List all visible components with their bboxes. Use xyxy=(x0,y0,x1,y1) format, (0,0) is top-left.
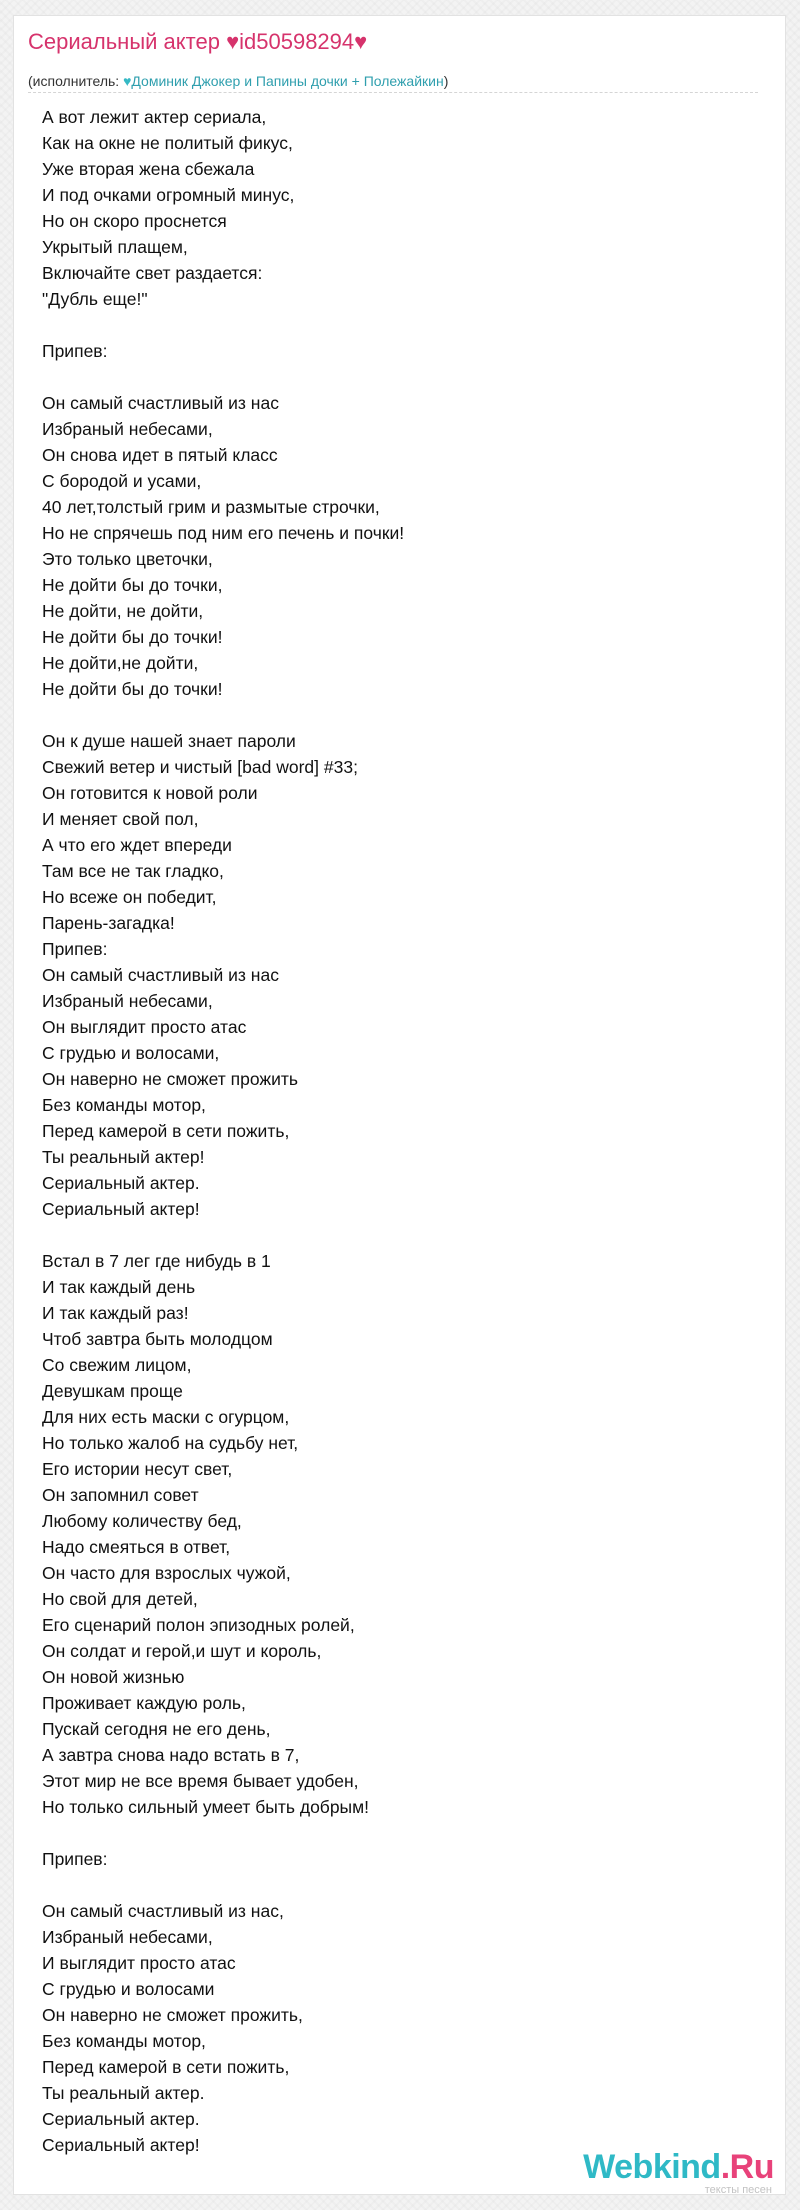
performer-line xyxy=(28,72,448,90)
lyric-line: Но он скоро проснется xyxy=(42,211,227,231)
lyric-line xyxy=(42,702,742,728)
lyric-line xyxy=(42,364,742,390)
divider xyxy=(28,92,758,93)
webkind-logo[interactable] xyxy=(583,2150,774,2196)
lyric-line: Перед камерой в сети пожить, xyxy=(42,2057,290,2077)
lyric-line: Уже вторая жена сбежала xyxy=(42,159,255,179)
lyric-line: Ты реальный актер! xyxy=(42,1147,205,1167)
lyric-line: Любому количеству бед, xyxy=(42,1511,242,1531)
logo-tagline: тексты песен xyxy=(704,2184,772,2196)
lyric-line: Без команды мотор, xyxy=(42,2031,206,2051)
lyric-line: Сериальный актер! xyxy=(42,1199,200,1219)
lyric-line: Включайте свет раздается: xyxy=(42,263,263,283)
lyric-line: Припев: xyxy=(42,1849,108,1869)
logo-web: Web xyxy=(583,2148,653,2186)
lyric-line: Для них есть маски с огурцом, xyxy=(42,1407,290,1427)
lyric-line: И меняет свой пол, xyxy=(42,809,199,829)
artist-link[interactable]: Доминик Джокер и Папины дочки + Полежайкин xyxy=(131,73,444,89)
lyric-line: Как на окне не политый фикус, xyxy=(42,133,293,153)
lyric-line: Но не спрячешь под ним его печень и почки! xyxy=(42,523,405,543)
logo-wordmark xyxy=(583,2150,774,2184)
lyric-line: Он самый счастливый из нас, xyxy=(42,1901,284,1921)
lyric-line: Сериальный актер. xyxy=(42,2109,200,2129)
heart-icon: ♥ xyxy=(123,73,132,89)
lyric-line: Надо смеяться в ответ, xyxy=(42,1537,231,1557)
lyric-line: Не дойти, не дойти, xyxy=(42,601,204,621)
lyric-line: Со свежим лицом, xyxy=(42,1355,192,1375)
lyric-line: И так каждый день xyxy=(42,1277,196,1297)
lyric-line: Перед камерой в сети пожить, xyxy=(42,1121,290,1141)
lyric-line: Его сценарий полон эпизодных ролей, xyxy=(42,1615,355,1635)
lyric-line: Он самый счастливый из нас xyxy=(42,393,279,413)
lyric-line xyxy=(42,1872,742,1898)
lyric-line: Не дойти бы до точки! xyxy=(42,679,223,699)
lyric-line: А что его ждет впереди xyxy=(42,835,232,855)
lyric-line xyxy=(42,312,742,338)
lyric-line: Сериальный актер! xyxy=(42,2135,200,2155)
logo-kind: kind xyxy=(652,2148,721,2186)
lyric-line: С грудью и волосами, xyxy=(42,1043,220,1063)
lyric-line: Он солдат и герой,и шут и король, xyxy=(42,1641,322,1661)
lyric-line: А завтра снова надо встать в 7, xyxy=(42,1745,300,1765)
lyric-line: Пускай сегодня не его день, xyxy=(42,1719,271,1739)
lyric-line xyxy=(42,1222,742,1248)
lyric-line: С грудью и волосами xyxy=(42,1979,215,1999)
lyric-line: Не дойти,не дойти, xyxy=(42,653,199,673)
performer-suffix: ) xyxy=(443,73,449,89)
lyric-line: Ты реальный актер. xyxy=(42,2083,205,2103)
lyric-line: Без команды мотор, xyxy=(42,1095,206,1115)
lyric-line: Припев: xyxy=(42,341,108,361)
lyrics-text xyxy=(42,104,742,2158)
lyric-line: С бородой и усами, xyxy=(42,471,202,491)
performer-prefix: (исполнитель: xyxy=(28,73,124,89)
lyric-line: Он запомнил совет xyxy=(42,1485,199,1505)
lyric-line: Но только сильный умеет быть добрым! xyxy=(42,1797,370,1817)
lyric-line: Он часто для взрослых чужой, xyxy=(42,1563,291,1583)
lyric-line: Он к душе нашей знает пароли xyxy=(42,731,296,751)
lyric-line: Избраный небесами, xyxy=(42,419,213,439)
lyric-line: Но свой для детей, xyxy=(42,1589,198,1609)
lyric-line xyxy=(42,1820,742,1846)
lyric-line: Чтоб завтра быть молодцом xyxy=(42,1329,273,1349)
lyric-line: И выглядит просто атас xyxy=(42,1953,236,1973)
lyric-line: А вот лежит актер сериала, xyxy=(42,107,267,127)
lyric-line: Парень-загадка! xyxy=(42,913,175,933)
lyric-line: Его истории несут свет, xyxy=(42,1459,233,1479)
lyric-line: Он снова идет в пятый класс xyxy=(42,445,278,465)
page-title: Сериальный актер ♥id50598294♥ xyxy=(28,29,368,54)
lyric-line: Избраный небесами, xyxy=(42,991,213,1011)
lyric-line: И так каждый раз! xyxy=(42,1303,189,1323)
lyric-line: Не дойти бы до точки, xyxy=(42,575,223,595)
lyric-line: Припев: xyxy=(42,939,108,959)
lyric-line: Но только жалоб на судьбу нет, xyxy=(42,1433,299,1453)
logo-ru: .Ru xyxy=(720,2148,774,2186)
lyric-line: Там все не так гладко, xyxy=(42,861,224,881)
lyric-line: Сериальный актер. xyxy=(42,1173,200,1193)
lyric-line: Он самый счастливый из нас xyxy=(42,965,279,985)
lyric-line: Свежий ветер и чистый [bad word] #33; xyxy=(42,757,358,777)
lyric-line: Проживает каждую роль, xyxy=(42,1693,246,1713)
lyric-line: Избраный небесами, xyxy=(42,1927,213,1947)
lyric-line: Он выглядит просто атас xyxy=(42,1017,247,1037)
lyric-line: Не дойти бы до точки! xyxy=(42,627,223,647)
lyric-line: Укрытый плащем, xyxy=(42,237,188,257)
lyric-line: Он новой жизнью xyxy=(42,1667,185,1687)
lyric-line: 40 лет,толстый грим и размытые строчки, xyxy=(42,497,380,517)
lyric-line: И под очками огромный минус, xyxy=(42,185,295,205)
lyric-line: Встал в 7 лег где нибудь в 1 xyxy=(42,1251,271,1271)
lyric-line: Он наверно не сможет прожить, xyxy=(42,2005,303,2025)
lyric-line: Он готовится к новой роли xyxy=(42,783,258,803)
lyric-line: "Дубль еще!" xyxy=(42,289,148,309)
lyric-line: Это только цветочки, xyxy=(42,549,213,569)
lyric-line: Он наверно не сможет прожить xyxy=(42,1069,299,1089)
lyric-line: Этот мир не все время бывает удобен, xyxy=(42,1771,359,1791)
lyric-line: Девушкам проще xyxy=(42,1381,183,1401)
lyric-line: Но всеже он победит, xyxy=(42,887,217,907)
